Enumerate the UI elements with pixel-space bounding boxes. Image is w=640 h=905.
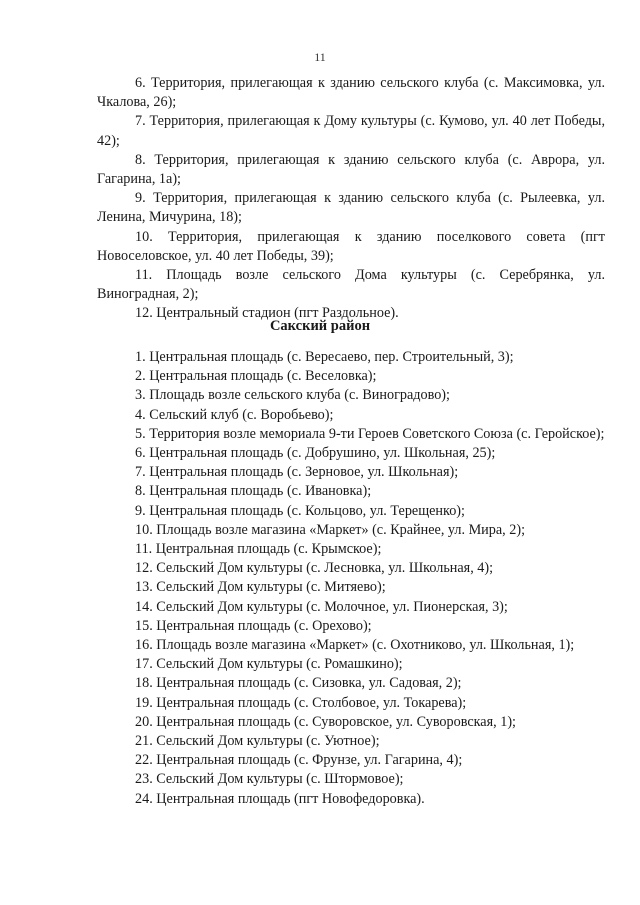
list-previous-district <box>97 74 605 324</box>
list-item: 24. Центральная площадь (пгт Новофедоровка). <box>135 790 425 807</box>
list-item: 21. Сельский Дом культуры (с. Уютное); <box>135 733 380 750</box>
list-item: 6. Территория, прилегающая к зданию сельского клуба (с. Максимовка, ул. Чкалова, 26); <box>97 75 605 111</box>
list-item: 20. Центральная площадь (с. Суворовское, ул. Суворовская, 1); <box>135 713 516 730</box>
list-item: 23. Сельский Дом культуры (с. Штормовое); <box>135 771 404 788</box>
list-item: 9. Центральная площадь (с. Кольцово, ул. Терещенко); <box>135 502 465 519</box>
list-item: 17. Сельский Дом культуры (с. Ромашкино); <box>135 656 403 673</box>
list-item: 5. Территория возле мемориала 9-ти Героев Советского Союза (с. Геройское); <box>135 425 605 442</box>
list-item: 10. Площадь возле магазина «Маркет» (с. Крайнее, ул. Мира, 2); <box>135 521 526 538</box>
list-item: 6. Центральная площадь (с. Добрушино, ул. Школьная, 25); <box>135 445 496 462</box>
list-item: 1. Центральная площадь (с. Вересаево, пер. Строительный, 3); <box>135 349 514 365</box>
list-item: 14. Сельский Дом культуры (с. Молочное, ул. Пионерская, 3); <box>135 598 508 615</box>
list-item: 11. Центральная площадь (с. Крымское); <box>135 541 382 558</box>
list-item: 9. Территория, прилегающая к зданию сельского клуба (с. Рылеевка, ул. Ленина, Мичурина, 18); <box>97 190 605 226</box>
list-item: 16. Площадь возле магазина «Маркет» (с. Охотниково, ул. Школьная, 1); <box>135 637 575 654</box>
list-item: 4. Сельский клуб (с. Воробьево); <box>135 406 334 423</box>
list-item: 8. Центральная площадь (с. Ивановка); <box>135 483 372 500</box>
list-item: 19. Центральная площадь (с. Столбовое, ул. Токарева); <box>135 694 467 711</box>
list-item: 2. Центральная площадь (с. Веселовка); <box>135 368 377 385</box>
list-item: 18. Центральная площадь (с. Сизовка, ул. Садовая, 2); <box>135 675 462 692</box>
list-item: 11. Площадь возле сельского Дома культуры (с. Серебрянка, ул. Виноградная, 2); <box>97 267 605 303</box>
list-item: 15. Центральная площадь (с. Орехово); <box>135 617 372 634</box>
list-item: 22. Центральная площадь (с. Фрунзе, ул. Гагарина, 4); <box>135 752 463 769</box>
list-item: 7. Центральная площадь (с. Зерновое, ул. Школьная); <box>135 464 459 481</box>
list-item: 13. Сельский Дом культуры (с. Митяево); <box>135 579 386 596</box>
list-item: 10. Территория, прилегающая к зданию поселкового совета (пгт Новоселовское, ул. 40 лет Победы, 39); <box>97 228 605 264</box>
list-item: 3. Площадь возле сельского клуба (с. Виноградово); <box>135 387 450 404</box>
list-saki-district <box>97 348 605 809</box>
list-item: 7. Территория, прилегающая к Дому культуры (с. Кумово, ул. 40 лет Победы, 42); <box>97 113 605 149</box>
list-item: 12. Центральный стадион (пгт Раздольное). <box>135 305 399 322</box>
section-title: Сакский район <box>269 318 371 334</box>
page-number: 11 <box>314 50 326 64</box>
list-item: 12. Сельский Дом культуры (с. Лесновка, ул. Школьная, 4); <box>135 560 494 577</box>
list-item: 8. Территория, прилегающая к зданию сельского клуба (с. Аврора, ул. Гагарина, 1а); <box>97 151 605 188</box>
